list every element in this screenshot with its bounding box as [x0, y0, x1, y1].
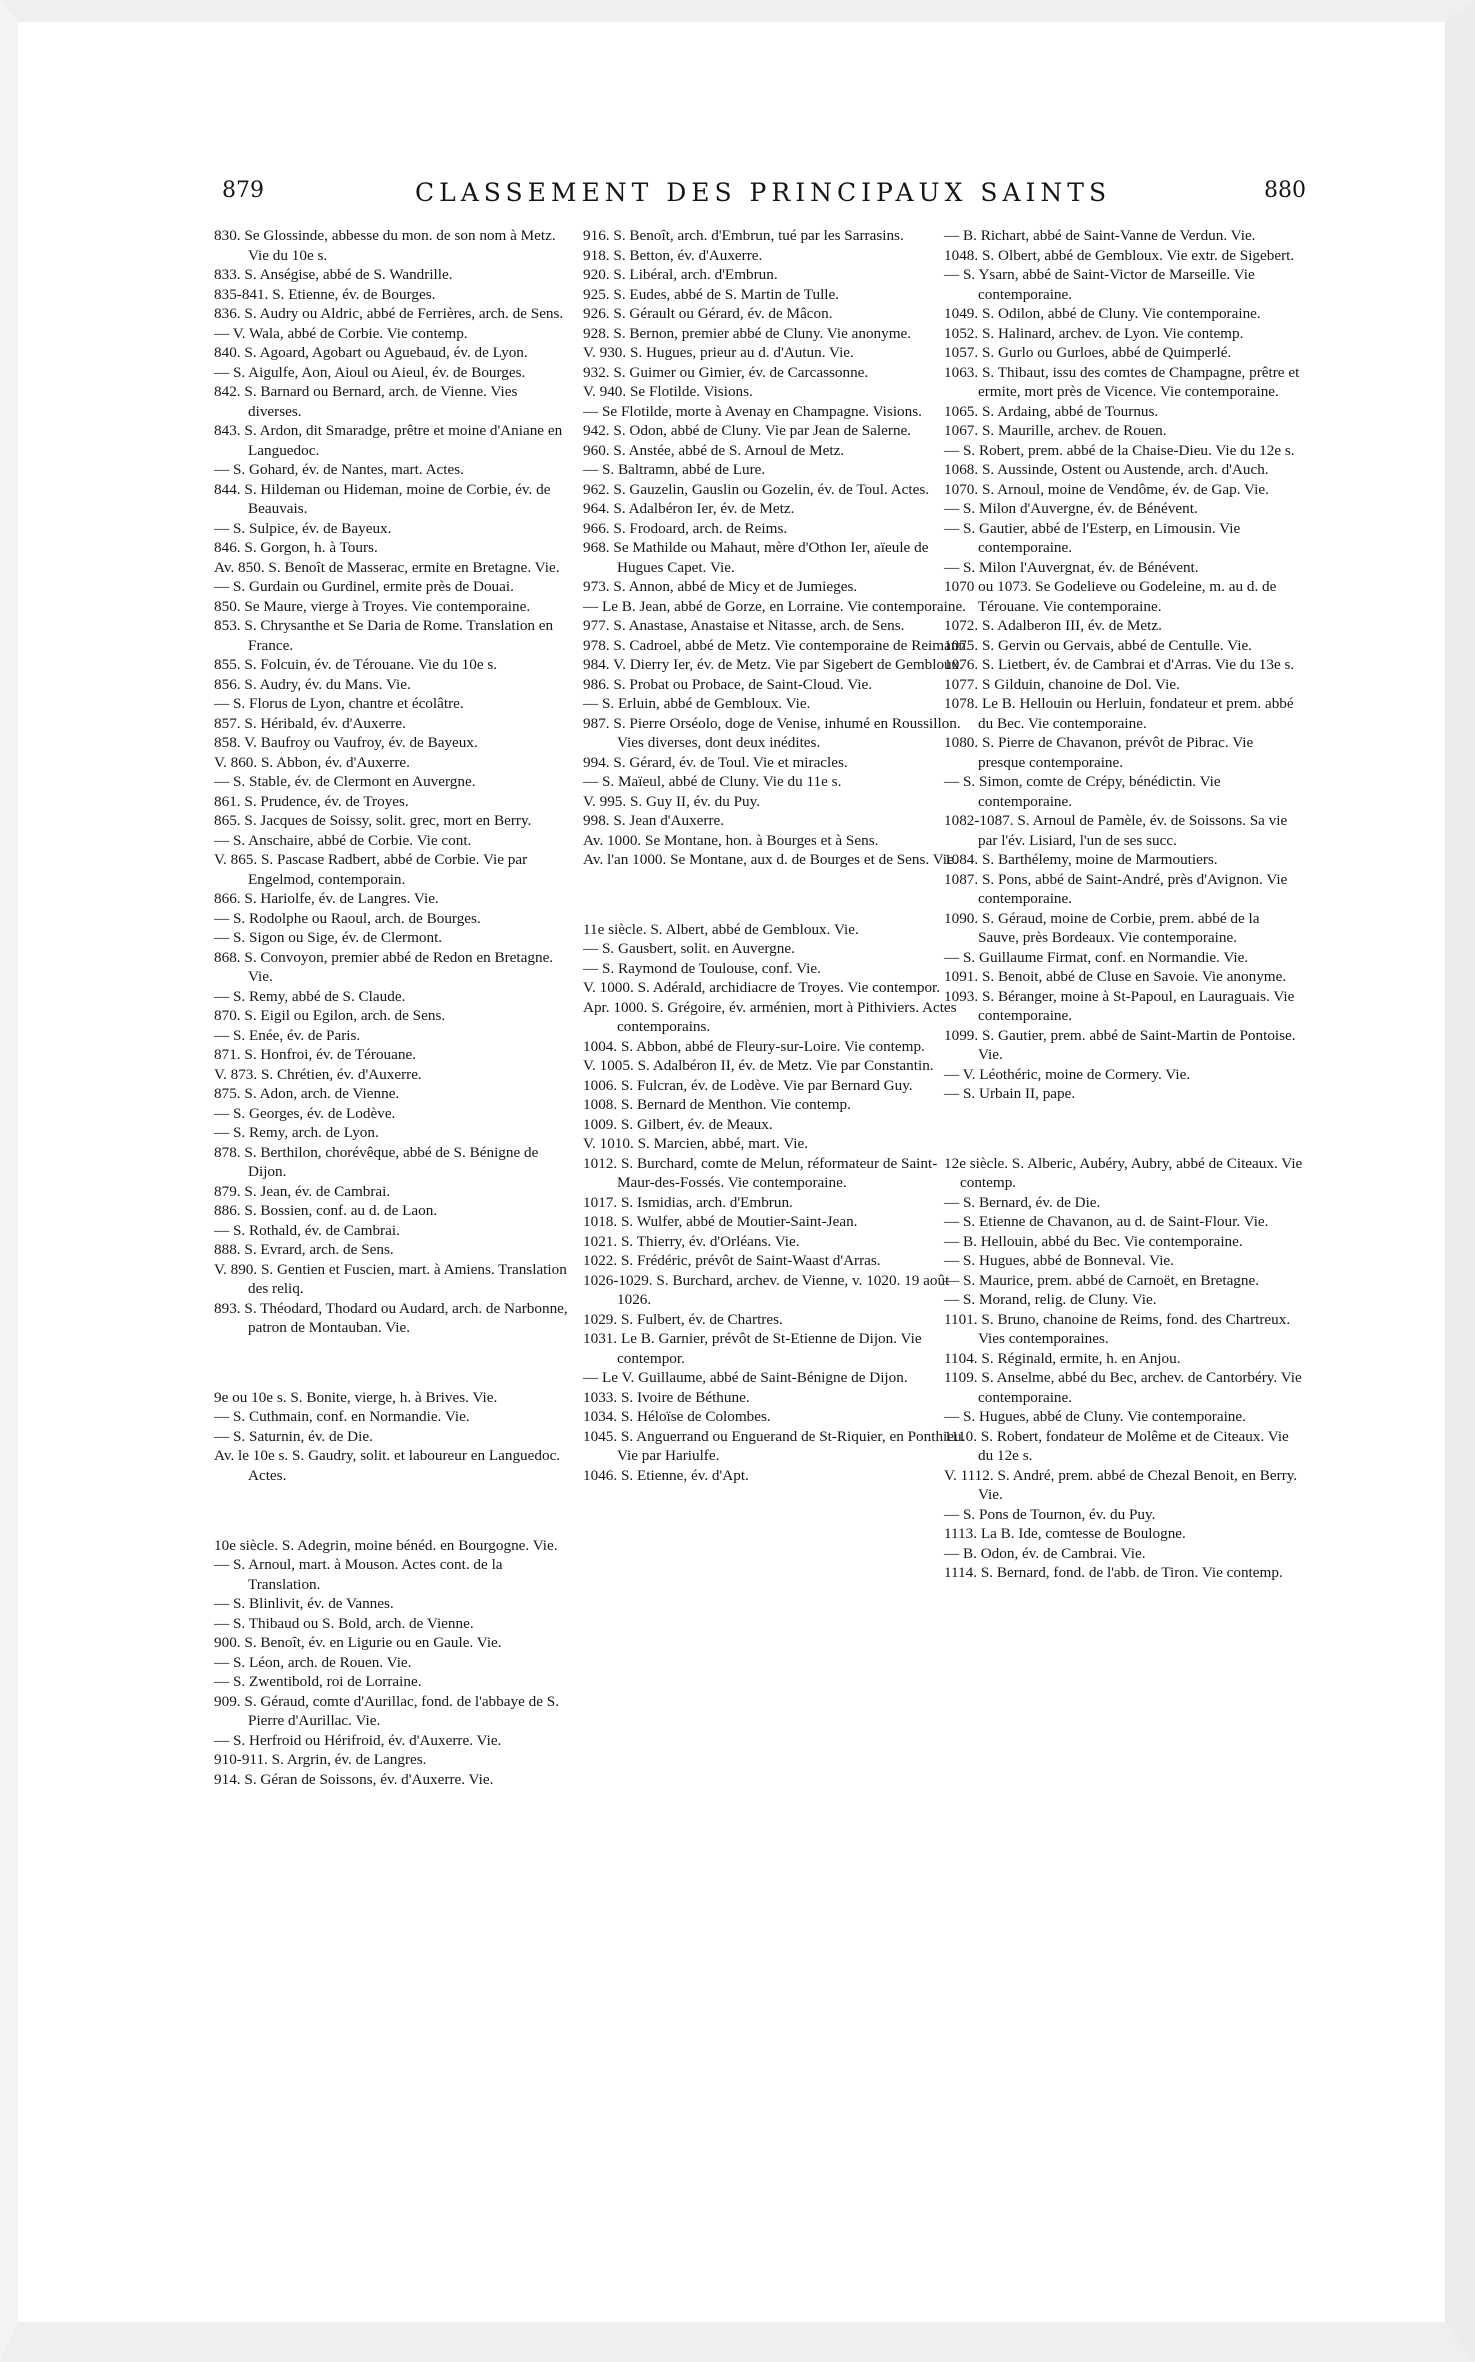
saint-entry: 1052. S. Halinard, archev. de Lyon. Vie contemp. — [944, 324, 1244, 342]
saint-entry: — S. Blinlivit, év. de Vannes. — [214, 1595, 394, 1613]
saint-entry: 1068. S. Aussinde, Ostent ou Austende, arch. d'Auch. — [944, 461, 1269, 478]
saint-entry: — S. Pons de Tournon, év. du Puy. — [944, 1505, 1156, 1523]
saint-entry: 1114. S. Bernard, fond. de l'abb. de Tiron. Vie contemp. — [944, 1564, 1283, 1582]
saint-entry: — S. Léon, arch. de Rouen. Vie. — [214, 1653, 412, 1671]
saint-entry: 1017. S. Ismidias, arch. d'Embrun. — [583, 1193, 793, 1211]
saint-entry: — S. Thibaud ou S. Bold, arch. de Vienne. — [214, 1614, 474, 1632]
saint-entry: 1049. S. Odilon, abbé de Cluny. Vie contemporaine. — [944, 305, 1261, 322]
saint-entry: 1022. S. Frédéric, prévôt de Saint-Waast d'Arras. — [583, 1252, 881, 1270]
saint-entry: 968. Se Mathilde ou Mahaut, mère d'Othon Ier, aïeule de Hugues Capet. Vie. — [583, 539, 929, 576]
saint-entry: 1080. S. Pierre de Chavanon, prévôt de Pibrac. Vie presque contemporaine. — [944, 734, 1254, 771]
saint-entry: 1084. S. Barthélemy, moine de Marmoutiers. — [944, 851, 1218, 868]
saint-entry: 1004. S. Abbon, abbé de Fleury-sur-Loire. Vie contemp. — [583, 1037, 925, 1055]
saint-entry: 12e siècle. S. Alberic, Aubéry, Aubry, abbé de Citeaux. Vie contemp. — [944, 1154, 1303, 1192]
saint-entry: 1034. S. Héloïse de Colombes. — [583, 1408, 771, 1426]
saint-entry: 1009. S. Gilbert, év. de Meaux. — [583, 1115, 773, 1133]
saint-entry: 879. S. Jean, év. de Cambrai. — [214, 1182, 391, 1200]
saint-entry: 920. S. Libéral, arch. d'Embrun. — [583, 266, 778, 283]
saint-entry: — S. Saturnin, év. de Die. — [214, 1427, 373, 1445]
saint-entry: 1077. S Gilduin, chanoine de Dol. Vie. — [944, 675, 1180, 693]
page-header — [0, 178, 1475, 212]
saint-entry: 1045. S. Anguerrand ou Enguerand de St-Riquier, en Ponthieu. Vie par Hariulfe. — [583, 1427, 966, 1465]
saint-entry: — S. Remy, abbé de S. Claude. — [214, 987, 406, 1005]
saint-entry: 1031. Le B. Garnier, prévôt de St-Etienne de Dijon. Vie contempor. — [583, 1330, 922, 1367]
saint-entry: 1091. S. Benoit, abbé de Cluse en Savoie. Vie anonyme. — [944, 968, 1287, 985]
saint-entry: 857. S. Héribald, év. d'Auxerre. — [214, 714, 406, 732]
saint-entry: — S. Remy, arch. de Lyon. — [214, 1124, 379, 1141]
column-middle — [583, 226, 973, 1485]
saint-entry: V. 995. S. Guy II, év. du Puy. — [583, 792, 761, 810]
saint-entry: 987. S. Pierre Orséolo, doge de Venise, inhumé en Roussillon. Vies diverses, dont deux inédites. — [583, 714, 961, 751]
saint-entry: 1063. S. Thibaut, issu des comtes de Champagne, prêtre et ermite, mort près de Vicence. Vie contemporaine. — [944, 363, 1300, 400]
saint-entry: — S. Milon d'Auvergne, év. de Bénévent. — [944, 500, 1198, 517]
saint-entry: 1057. S. Gurlo ou Gurloes, abbé de Quimperlé. — [944, 344, 1232, 361]
saint-entry: — S. Rothald, év. de Cambrai. — [214, 1221, 400, 1239]
saint-entry: 875. S. Adon, arch. de Vienne. — [214, 1085, 400, 1102]
saint-entry: — Le B. Jean, abbé de Gorze, en Lorraine. Vie contemporaine. — [583, 597, 966, 615]
saint-entry: Av. l'an 1000. Se Montane, aux d. de Bourges et de Sens. Vie. — [583, 851, 958, 868]
saint-entry: — S. Bernard, év. de Die. — [944, 1193, 1101, 1211]
saint-entry: 966. S. Frodoard, arch. de Reims. — [583, 519, 788, 537]
running-title: CLASSEMENT DES PRINCIPAUX SAINTS — [415, 178, 1112, 207]
saint-entry: 916. S. Benoît, arch. d'Embrun, tué par les Sarrasins. — [583, 227, 904, 244]
saint-entry: 856. S. Audry, év. du Mans. Vie. — [214, 675, 411, 693]
saint-entry: 843. S. Ardon, dit Smaradge, prêtre et moine d'Aniane en Languedoc. — [214, 422, 563, 459]
saint-entry: 888. S. Evrard, arch. de Sens. — [214, 1241, 394, 1258]
entry-spacer — [214, 1353, 570, 1373]
saint-entry: 1021. S. Thierry, év. d'Orléans. Vie. — [583, 1232, 800, 1250]
saint-entry: — B. Richart, abbé de Saint-Vanne de Verdun. Vie. — [944, 227, 1256, 244]
saint-entry: 928. S. Bernon, premier abbé de Cluny. Vie anonyme. — [583, 324, 912, 342]
saint-entry: V. 1112. S. André, prem. abbé de Chezal Benoit, en Berry. Vie. — [944, 1466, 1298, 1504]
saint-entry: 893. S. Théodard, Thodard ou Audard, arch. de Narbonne, patron de Montauban. Vie. — [214, 1299, 568, 1336]
saint-entry: 1046. S. Etienne, év. d'Apt. — [583, 1466, 749, 1484]
saint-entry: 861. S. Prudence, év. de Troyes. — [214, 792, 409, 810]
entry-spacer — [214, 1501, 570, 1521]
saint-entry: 1109. S. Anselme, abbé du Bec, archev. de Cantorbéry. Vie contemporaine. — [944, 1369, 1302, 1406]
saint-entry: 910-911. S. Argrin, év. de Langres. — [214, 1751, 427, 1769]
saint-entry: 998. S. Jean d'Auxerre. — [583, 812, 725, 829]
saint-entry: 835-841. S. Etienne, év. de Bourges. — [214, 285, 436, 303]
saint-entry: 1033. S. Ivoire de Béthune. — [583, 1388, 750, 1406]
saint-entry: — S. Gautier, abbé de l'Esterp, en Limousin. Vie contemporaine. — [944, 519, 1241, 556]
saint-entry: Av. 1000. Se Montane, hon. à Bourges et à Sens. — [583, 831, 879, 849]
saint-entry: — S. Aigulfe, Aon, Aioul ou Aieul, év. de Bourges. — [214, 363, 526, 381]
saint-entry: 1008. S. Bernard de Menthon. Vie contemp. — [583, 1096, 851, 1114]
saint-entry: V. 940. Se Flotilde. Visions. — [583, 383, 753, 400]
saint-entry: — B. Hellouin, abbé du Bec. Vie contemporaine. — [944, 1232, 1243, 1250]
saint-entry: 926. S. Gérault ou Gérard, év. de Mâcon. — [583, 305, 833, 322]
saint-entry: 844. S. Hildeman ou Hideman, moine de Corbie, év. de Beauvais. — [214, 480, 551, 517]
saint-entry: 1026-1029. S. Burchard, archev. de Vienne, v. 1020. 19 août 1026. — [583, 1271, 950, 1309]
saint-entry: 960. S. Anstée, abbé de S. Arnoul de Metz. — [583, 441, 845, 459]
saint-entry: V. 1000. S. Adérald, archidiacre de Troyes. Vie contempor. — [583, 979, 941, 997]
saint-entry: — S. Stable, év. de Clermont en Auvergne. — [214, 773, 476, 790]
saint-entry: 909. S. Géraud, comte d'Aurillac, fond. de l'abbaye de S. Pierre d'Aurillac. Vie. — [214, 1692, 559, 1730]
saint-entry: 886. S. Bossien, conf. au d. de Laon. — [214, 1202, 438, 1219]
saint-entry: — S. Hugues, abbé de Bonneval. Vie. — [944, 1252, 1174, 1270]
saint-entry: 850. Se Maure, vierge à Troyes. Vie contemporaine. — [214, 597, 531, 615]
saint-entry: — S. Florus de Lyon, chantre et écolâtre. — [214, 695, 464, 712]
saint-entry: 962. S. Gauzelin, Gauslin ou Gozelin, év. de Toul. Actes. — [583, 480, 930, 498]
saint-entry: — S. Georges, év. de Lodève. — [214, 1104, 396, 1122]
saint-entry: V. 865. S. Pascase Radbert, abbé de Corbie. Vie par Engelmod, contemporain. — [214, 851, 528, 888]
saint-entry: — S. Sigon ou Sige, év. de Clermont. — [214, 929, 443, 946]
saint-entry: 11e siècle. S. Albert, abbé de Gembloux. Vie. — [583, 920, 859, 938]
saint-entry: 1101. S. Bruno, chanoine de Reims, fond. des Chartreux. Vies contemporaines. — [944, 1310, 1291, 1348]
saint-entry: — S. Gurdain ou Gurdinel, ermite près de Douai. — [214, 578, 514, 595]
saint-entry: 1093. S. Béranger, moine à St-Papoul, en Lauraguais. Vie contemporaine. — [944, 987, 1295, 1024]
saint-entry: — S. Zwentibold, roi de Lorraine. — [214, 1673, 422, 1691]
saint-entry: V. 1005. S. Adalbéron II, év. de Metz. Vie par Constantin. — [583, 1057, 934, 1075]
saint-entry: — S. Etienne de Chavanon, au d. de Saint-Flour. Vie. — [944, 1213, 1269, 1231]
saint-entry: 900. S. Benoît, év. en Ligurie ou en Gaule. Vie. — [214, 1634, 502, 1652]
saint-entry: — B. Odon, év. de Cambrai. Vie. — [944, 1544, 1146, 1562]
saint-entry: 925. S. Eudes, abbé de S. Martin de Tulle. — [583, 285, 840, 303]
column-left — [214, 226, 570, 1789]
saint-entry: 853. S. Chrysanthe et Se Daria de Rome. Translation en France. — [214, 617, 554, 654]
saint-entry: — S. Ysarn, abbé de Saint-Victor de Marseille. Vie contemporaine. — [944, 266, 1255, 303]
saint-entry: 836. S. Audry ou Aldric, abbé de Ferrières, arch. de Sens. — [214, 305, 564, 322]
saint-entry: 1072. S. Adalberon III, év. de Metz. — [944, 617, 1162, 634]
saint-entry: 1029. S. Fulbert, év. de Chartres. — [583, 1310, 783, 1328]
saint-entry: 870. S. Eigil ou Egilon, arch. de Sens. — [214, 1007, 446, 1024]
saint-entry: 1099. S. Gautier, prem. abbé de Saint-Martin de Pontoise. Vie. — [944, 1026, 1296, 1063]
column-right — [944, 226, 1304, 1583]
saint-entry: 868. S. Convoyon, premier abbé de Redon en Bretagne. Vie. — [214, 948, 554, 985]
saint-entry: — S. Milon l'Auvergnat, év. de Bénévent. — [944, 558, 1199, 576]
saint-entry: — S. Herfroid ou Hérifroid, év. d'Auxerre. Vie. — [214, 1731, 502, 1749]
saint-entry: 1070. S. Arnoul, moine de Vendôme, év. de Gap. Vie. — [944, 480, 1269, 498]
saint-entry: 942. S. Odon, abbé de Cluny. Vie par Jean de Salerne. — [583, 422, 912, 439]
saint-entry: 1012. S. Burchard, comte de Melun, réformateur de Saint-Maur-des-Fossés. Vie contemporaine. — [583, 1154, 938, 1192]
saint-entry: — S. Raymond de Toulouse, conf. Vie. — [583, 959, 821, 977]
saint-entry: — Le V. Guillaume, abbé de Saint-Bénigne de Dijon. — [583, 1369, 908, 1387]
saint-entry: 871. S. Honfroi, év. de Térouane. — [214, 1046, 417, 1063]
saint-entry: 994. S. Gérard, év. de Toul. Vie et miracles. — [583, 753, 848, 771]
saint-entry: 878. S. Berthilon, chorévêque, abbé de S. Bénigne de Dijon. — [214, 1143, 539, 1180]
saint-entry: 9e ou 10e s. S. Bonite, vierge, h. à Brives. Vie. — [214, 1388, 498, 1406]
saint-entry: 842. S. Barnard ou Bernard, arch. de Vienne. Vies diverses. — [214, 383, 518, 420]
entry-spacer — [583, 885, 973, 905]
saint-entry: 1078. Le B. Hellouin ou Herluin, fondateur et prem. abbé du Bec. Vie contemporaine. — [944, 695, 1294, 732]
saint-entry: 866. S. Hariolfe, év. de Langres. Vie. — [214, 890, 439, 907]
saint-entry: — S. Simon, comte de Crépy, bénédictin. Vie contemporaine. — [944, 773, 1221, 810]
saint-entry: — V. Wala, abbé de Corbie. Vie contemp. — [214, 324, 468, 342]
saint-entry: — V. Léothéric, moine de Cormery. Vie. — [944, 1065, 1191, 1083]
saint-entry: 977. S. Anastase, Anastaise et Nitasse, arch. de Sens. — [583, 617, 905, 634]
saint-entry: — S. Erluin, abbé de Gembloux. Vie. — [583, 695, 811, 712]
saint-entry: Apr. 1000. S. Grégoire, év. arménien, mort à Pithiviers. Actes contemporains. — [583, 998, 957, 1036]
saint-entry: — S. Baltramn, abbé de Lure. — [583, 461, 766, 478]
saint-entry: 932. S. Guimer ou Gimier, év. de Carcassonne. — [583, 363, 869, 381]
saint-entry: — S. Arnoul, mart. à Mouson. Actes cont. de la Translation. — [214, 1556, 503, 1593]
saint-entry: 1113. La B. Ide, comtesse de Boulogne. — [944, 1525, 1186, 1543]
saint-entry: — S. Enée, év. de Paris. — [214, 1026, 361, 1044]
saint-entry: V. 1010. S. Marcien, abbé, mart. Vie. — [583, 1135, 809, 1153]
saint-entry: 865. S. Jacques de Soissy, solit. grec, mort en Berry. — [214, 812, 532, 829]
saint-entry: 855. S. Folcuin, év. de Térouane. Vie du 10e s. — [214, 656, 498, 673]
saint-entry: V. 873. S. Chrétien, év. d'Auxerre. — [214, 1065, 422, 1083]
saint-entry: — S. Morand, relig. de Cluny. Vie. — [944, 1291, 1157, 1309]
saint-entry: — S. Urbain II, pape. — [944, 1085, 1076, 1102]
saint-entry: 846. S. Gorgon, h. à Tours. — [214, 539, 378, 556]
saint-entry: 833. S. Anségise, abbé de S. Wandrille. — [214, 266, 453, 283]
saint-entry: 1067. S. Maurille, archev. de Rouen. — [944, 422, 1167, 439]
saint-entry: 918. S. Betton, év. d'Auxerre. — [583, 246, 763, 264]
saint-entry: 1018. S. Wulfer, abbé de Moutier-Saint-Jean. — [583, 1213, 858, 1231]
saint-entry: V. 860. S. Abbon, év. d'Auxerre. — [214, 753, 410, 771]
saint-entry: 986. S. Probat ou Probace, de Saint-Cloud. Vie. — [583, 675, 873, 693]
saint-entry: V. 930. S. Hugues, prieur au d. d'Autun. Vie. — [583, 344, 854, 361]
saint-entry: 984. V. Dierry Ier, év. de Metz. Vie par Sigebert de Gembloux. — [583, 656, 964, 673]
saint-entry: — S. Gohard, év. de Nantes, mart. Actes. — [214, 461, 464, 478]
saint-entry: — S. Gausbert, solit. en Auvergne. — [583, 940, 795, 958]
saint-entry: Av. 850. S. Benoît de Masserac, ermite en Bretagne. Vie. — [214, 558, 560, 576]
saint-entry: 858. V. Baufroy ou Vaufroy, év. de Bayeux. — [214, 734, 478, 751]
entry-spacer — [944, 1119, 1304, 1139]
saint-entry: — S. Robert, prem. abbé de la Chaise-Dieu. Vie du 12e s. — [944, 441, 1295, 459]
saint-entry: — S. Cuthmain, conf. en Normandie. Vie. — [214, 1408, 470, 1426]
page-number-left: 879 — [222, 178, 264, 203]
saint-entry: 1006. S. Fulcran, év. de Lodève. Vie par Bernard Guy. — [583, 1076, 913, 1094]
saint-entry: — S. Hugues, abbé de Cluny. Vie contemporaine. — [944, 1408, 1246, 1426]
page-number-right: 880 — [1264, 178, 1306, 203]
saint-entry: 830. Se Glossinde, abbesse du mon. de son nom à Metz. Vie du 10e s. — [214, 227, 556, 264]
saint-entry: — S. Anschaire, abbé de Corbie. Vie cont. — [214, 831, 472, 849]
saint-entry: 1076. S. Lietbert, év. de Cambrai et d'Arras. Vie du 13e s. — [944, 656, 1295, 673]
saint-entry: V. 890. S. Gentien et Fuscien, mart. à Amiens. Translation des reliq. — [214, 1260, 567, 1297]
saint-entry: — S. Guillaume Firmat, conf. en Normandie. Vie. — [944, 948, 1249, 966]
saint-entry: 978. S. Cadroel, abbé de Metz. Vie contemporaine de Reimann. — [583, 636, 970, 654]
saint-entry: 1087. S. Pons, abbé de Saint-André, près d'Avignon. Vie contemporaine. — [944, 870, 1288, 907]
saint-entry: 973. S. Annon, abbé de Micy et de Jumieges. — [583, 578, 858, 595]
saint-entry: 1048. S. Olbert, abbé de Gembloux. Vie extr. de Sigebert. — [944, 246, 1295, 264]
saint-entry: — Se Flotilde, morte à Avenay en Champagne. Visions. — [583, 402, 922, 420]
saint-entry: 10e siècle. S. Adegrin, moine bénéd. en Bourgogne. Vie. — [214, 1536, 558, 1554]
saint-entry: 1065. S. Ardaing, abbé de Tournus. — [944, 402, 1159, 420]
saint-entry: 1110. S. Robert, fondateur de Molême et de Citeaux. Vie du 12e s. — [944, 1427, 1289, 1465]
saint-entry: — S. Maurice, prem. abbé de Carnoët, en Bretagne. — [944, 1271, 1260, 1289]
saint-entry: — S. Maïeul, abbé de Cluny. Vie du 11e s. — [583, 773, 842, 790]
saint-entry: 840. S. Agoard, Agobart ou Aguebaud, év. de Lyon. — [214, 344, 528, 361]
saint-entry: 914. S. Géran de Soissons, év. d'Auxerre. Vie. — [214, 1770, 494, 1788]
saint-entry: 1082-1087. S. Arnoul de Pamèle, év. de Soissons. Sa vie par l'év. Lisiard, l'un de ses succ. — [944, 812, 1288, 849]
saint-entry: Av. le 10e s. S. Gaudry, solit. et laboureur en Languedoc. Actes. — [214, 1447, 561, 1484]
saint-entry: 1075. S. Gervin ou Gervais, abbé de Centulle. Vie. — [944, 636, 1252, 654]
saint-entry: 1070 ou 1073. Se Godelieve ou Godeleine, m. au d. de Térouane. Vie contemporaine. — [944, 578, 1277, 615]
saint-entry: 1090. S. Géraud, moine de Corbie, prem. abbé de la Sauve, près Bordeaux. Vie contemporaine. — [944, 909, 1260, 946]
saint-entry: — S. Sulpice, év. de Bayeux. — [214, 519, 392, 537]
saint-entry: 1104. S. Réginald, ermite, h. en Anjou. — [944, 1349, 1181, 1367]
saint-entry: — S. Rodolphe ou Raoul, arch. de Bourges. — [214, 909, 481, 927]
saint-entry: 964. S. Adalbéron Ier, év. de Metz. — [583, 500, 795, 517]
